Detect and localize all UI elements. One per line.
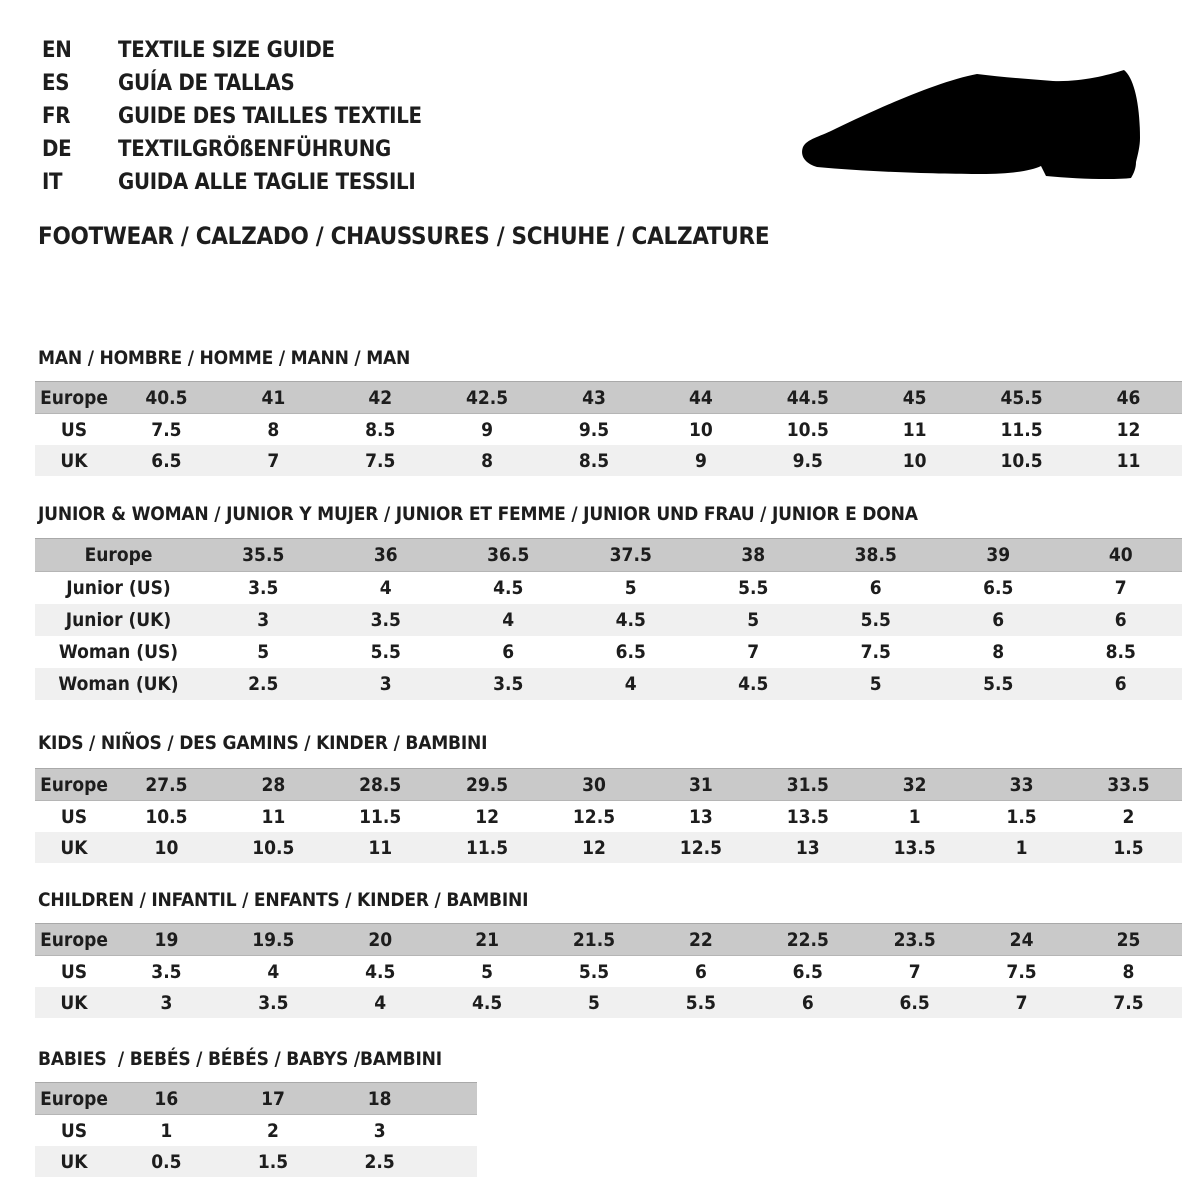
size-cell: 44.5 — [754, 382, 861, 414]
row-label: US — [35, 1115, 113, 1147]
size-cell: 3 — [113, 987, 220, 1018]
row-label: UK — [35, 987, 113, 1018]
size-cell: 5 — [692, 604, 815, 636]
spacer-cell — [433, 1115, 477, 1147]
size-cell: 4.5 — [327, 956, 434, 988]
size-cell: 28 — [220, 769, 327, 801]
size-table-children — [35, 923, 1182, 1018]
size-cell: 3.5 — [202, 572, 325, 605]
size-cell: 10.5 — [754, 414, 861, 446]
size-cell: 28.5 — [327, 769, 434, 801]
table-row-babies-0 — [35, 1083, 477, 1115]
size-cell: 42.5 — [434, 382, 541, 414]
size-cell: 11 — [1075, 445, 1182, 476]
size-cell: 21.5 — [541, 924, 648, 956]
section-title-junior-woman: JUNIOR & WOMAN / JUNIOR Y MUJER / JUNIOR ET FEMME / JUNIOR UND FRAU / JUNIOR E DONA — [38, 503, 918, 525]
size-cell: 11 — [327, 832, 434, 863]
size-cell: 1 — [113, 1115, 220, 1147]
size-cell: 8 — [1075, 956, 1182, 988]
size-cell: 4 — [220, 956, 327, 988]
language-code: IT — [42, 170, 63, 195]
size-cell: 9 — [647, 445, 754, 476]
size-cell: 4.5 — [692, 668, 815, 700]
size-cell: 17 — [220, 1083, 327, 1115]
size-cell: 19 — [113, 924, 220, 956]
language-label: TEXTILE SIZE GUIDE — [118, 38, 335, 63]
size-cell: 13 — [647, 801, 754, 833]
section-title-children: CHILDREN / INFANTIL / ENFANTS / KINDER / BAMBINI — [38, 889, 529, 911]
row-label: US — [35, 414, 113, 446]
size-cell: 10 — [861, 445, 968, 476]
size-cell: 2.5 — [326, 1146, 433, 1177]
size-cell: 39 — [937, 539, 1060, 572]
size-cell: 23.5 — [861, 924, 968, 956]
size-cell: 27.5 — [113, 769, 220, 801]
section-title-babies: BABIES / BEBÉS / BÉBÉS / BABYS /BAMBINI — [38, 1048, 442, 1070]
size-cell: 4.5 — [434, 987, 541, 1018]
size-cell: 1.5 — [968, 801, 1075, 833]
size-cell: 44 — [647, 382, 754, 414]
size-cell: 5 — [541, 987, 648, 1018]
size-cell: 12 — [434, 801, 541, 833]
size-cell: 2 — [220, 1115, 327, 1147]
size-cell: 4.5 — [447, 572, 570, 605]
table-row-junior-woman-1 — [35, 572, 1182, 605]
row-label: Europe — [35, 1083, 113, 1115]
size-cell: 11.5 — [968, 414, 1075, 446]
size-cell: 19.5 — [220, 924, 327, 956]
size-cell: 13 — [754, 832, 861, 863]
language-row-es — [42, 67, 422, 100]
size-cell: 6 — [447, 636, 570, 668]
table-row-kids-1 — [35, 801, 1182, 833]
size-cell: 12.5 — [541, 801, 648, 833]
row-label: Europe — [35, 539, 202, 572]
size-cell: 9 — [434, 414, 541, 446]
row-label: Europe — [35, 769, 113, 801]
size-cell: 8 — [937, 636, 1060, 668]
size-cell: 10 — [647, 414, 754, 446]
size-cell: 38.5 — [815, 539, 938, 572]
size-cell: 32 — [861, 769, 968, 801]
size-cell: 43 — [541, 382, 648, 414]
table-row-children-2 — [35, 987, 1182, 1018]
size-cell: 21 — [434, 924, 541, 956]
language-code: FR — [42, 104, 71, 129]
size-cell: 13.5 — [754, 801, 861, 833]
size-cell: 10.5 — [968, 445, 1075, 476]
size-cell: 10 — [113, 832, 220, 863]
size-cell: 11 — [861, 414, 968, 446]
size-cell: 5.5 — [541, 956, 648, 988]
table-row-babies-1 — [35, 1115, 477, 1147]
table-row-man-2 — [35, 445, 1182, 476]
size-cell: 8.5 — [1060, 636, 1183, 668]
size-cell: 11.5 — [327, 801, 434, 833]
size-cell: 45.5 — [968, 382, 1075, 414]
language-label: TEXTILGRÖßENFÜHRUNG — [118, 137, 391, 162]
size-cell: 3 — [202, 604, 325, 636]
size-cell: 10.5 — [113, 801, 220, 833]
size-cell: 6.5 — [937, 572, 1060, 605]
size-cell: 33 — [968, 769, 1075, 801]
size-cell: 22.5 — [754, 924, 861, 956]
size-cell: 5 — [815, 668, 938, 700]
size-cell: 7 — [220, 445, 327, 476]
language-row-de — [42, 133, 422, 166]
size-cell: 4 — [447, 604, 570, 636]
size-cell: 3.5 — [325, 604, 448, 636]
size-cell: 5.5 — [647, 987, 754, 1018]
language-code: DE — [42, 137, 72, 162]
size-cell: 12 — [1075, 414, 1182, 446]
size-cell: 12.5 — [647, 832, 754, 863]
size-cell: 4 — [327, 987, 434, 1018]
size-cell: 38 — [692, 539, 815, 572]
size-cell: 5 — [202, 636, 325, 668]
size-cell: 3 — [326, 1115, 433, 1147]
size-cell: 2.5 — [202, 668, 325, 700]
size-cell: 46 — [1075, 382, 1182, 414]
size-cell: 35.5 — [202, 539, 325, 572]
size-cell: 7 — [692, 636, 815, 668]
size-cell: 5 — [434, 956, 541, 988]
language-code: EN — [42, 38, 72, 63]
language-label: GUIDA ALLE TAGLIE TESSILI — [118, 170, 416, 195]
section-title-kids: KIDS / NIÑOS / DES GAMINS / KINDER / BAMBINI — [38, 732, 488, 754]
shoe-icon — [795, 68, 1143, 182]
language-row-it — [42, 166, 422, 199]
size-cell: 7.5 — [1075, 987, 1182, 1018]
language-row-fr — [42, 100, 422, 133]
table-row-junior-woman-3 — [35, 636, 1182, 668]
size-table-babies — [35, 1082, 477, 1177]
table-row-kids-2 — [35, 832, 1182, 863]
size-cell: 45 — [861, 382, 968, 414]
size-cell: 3.5 — [447, 668, 570, 700]
size-cell: 2 — [1075, 801, 1182, 833]
row-label: UK — [35, 832, 113, 863]
size-cell: 5.5 — [815, 604, 938, 636]
row-label: Europe — [35, 382, 113, 414]
table-row-children-0 — [35, 924, 1182, 956]
size-cell: 40.5 — [113, 382, 220, 414]
language-label: GUÍA DE TALLAS — [118, 71, 295, 96]
size-cell: 7.5 — [113, 414, 220, 446]
size-cell: 5.5 — [937, 668, 1060, 700]
row-label: US — [35, 956, 113, 988]
size-cell: 36 — [325, 539, 448, 572]
size-cell: 22 — [647, 924, 754, 956]
row-label: Woman (UK) — [35, 668, 202, 700]
table-row-babies-2 — [35, 1146, 477, 1177]
size-cell: 7 — [861, 956, 968, 988]
size-cell: 8 — [220, 414, 327, 446]
size-cell: 1 — [968, 832, 1075, 863]
size-cell: 1.5 — [1075, 832, 1182, 863]
table-row-junior-woman-2 — [35, 604, 1182, 636]
size-cell: 6.5 — [113, 445, 220, 476]
size-cell: 36.5 — [447, 539, 570, 572]
size-cell: 6 — [937, 604, 1060, 636]
size-cell: 24 — [968, 924, 1075, 956]
size-cell: 6 — [1060, 604, 1183, 636]
size-table-junior-woman — [35, 538, 1182, 700]
row-label: Junior (UK) — [35, 604, 202, 636]
size-cell: 42 — [327, 382, 434, 414]
size-cell: 7 — [1060, 572, 1183, 605]
row-label: Junior (US) — [35, 572, 202, 605]
size-cell: 37.5 — [570, 539, 693, 572]
size-cell: 5.5 — [325, 636, 448, 668]
size-cell: 25 — [1075, 924, 1182, 956]
size-cell: 11 — [220, 801, 327, 833]
table-row-junior-woman-4 — [35, 668, 1182, 700]
size-cell: 31 — [647, 769, 754, 801]
size-cell: 16 — [113, 1083, 220, 1115]
size-table-kids — [35, 768, 1182, 863]
size-cell: 5.5 — [692, 572, 815, 605]
row-label: UK — [35, 1146, 113, 1177]
size-cell: 0.5 — [113, 1146, 220, 1177]
section-title-man: MAN / HOMBRE / HOMME / MANN / MAN — [38, 347, 411, 369]
size-cell: 9.5 — [754, 445, 861, 476]
size-cell: 4.5 — [570, 604, 693, 636]
size-cell: 1.5 — [220, 1146, 327, 1177]
size-cell: 4 — [570, 668, 693, 700]
size-cell: 20 — [327, 924, 434, 956]
table-row-children-1 — [35, 956, 1182, 988]
size-cell: 8.5 — [327, 414, 434, 446]
size-cell: 3.5 — [113, 956, 220, 988]
size-cell: 13.5 — [861, 832, 968, 863]
language-list — [42, 34, 422, 199]
size-cell: 31.5 — [754, 769, 861, 801]
table-row-man-1 — [35, 414, 1182, 446]
table-row-junior-woman-0 — [35, 539, 1182, 572]
row-label: Woman (US) — [35, 636, 202, 668]
size-cell: 4 — [325, 572, 448, 605]
row-label: UK — [35, 445, 113, 476]
language-label: GUIDE DES TAILLES TEXTILE — [118, 104, 422, 129]
size-cell: 10.5 — [220, 832, 327, 863]
size-cell: 3 — [325, 668, 448, 700]
size-cell: 12 — [541, 832, 648, 863]
category-title: FOOTWEAR / CALZADO / CHAUSSURES / SCHUHE / CALZATURE — [38, 222, 770, 250]
size-cell: 7.5 — [327, 445, 434, 476]
size-cell: 3.5 — [220, 987, 327, 1018]
size-cell: 41 — [220, 382, 327, 414]
size-cell: 6 — [754, 987, 861, 1018]
spacer-cell — [433, 1083, 477, 1115]
size-cell: 7 — [968, 987, 1075, 1018]
size-cell: 8 — [434, 445, 541, 476]
language-code: ES — [42, 71, 70, 96]
table-row-man-0 — [35, 382, 1182, 414]
size-cell: 7.5 — [968, 956, 1075, 988]
size-cell: 1 — [861, 801, 968, 833]
size-cell: 9.5 — [541, 414, 648, 446]
size-cell: 7.5 — [815, 636, 938, 668]
size-cell: 18 — [326, 1083, 433, 1115]
size-cell: 8.5 — [541, 445, 648, 476]
row-label: Europe — [35, 924, 113, 956]
table-row-kids-0 — [35, 769, 1182, 801]
size-cell: 6 — [815, 572, 938, 605]
language-row-en — [42, 34, 422, 67]
size-table-man — [35, 381, 1182, 476]
size-cell: 6.5 — [754, 956, 861, 988]
size-cell: 6.5 — [861, 987, 968, 1018]
size-cell: 5 — [570, 572, 693, 605]
spacer-cell — [433, 1146, 477, 1177]
size-cell: 6.5 — [570, 636, 693, 668]
shoe-silhouette-path — [802, 70, 1140, 179]
size-cell: 30 — [541, 769, 648, 801]
size-cell: 6 — [647, 956, 754, 988]
size-cell: 40 — [1060, 539, 1183, 572]
size-cell: 33.5 — [1075, 769, 1182, 801]
size-cell: 6 — [1060, 668, 1183, 700]
size-cell: 11.5 — [434, 832, 541, 863]
row-label: US — [35, 801, 113, 833]
size-cell: 29.5 — [434, 769, 541, 801]
